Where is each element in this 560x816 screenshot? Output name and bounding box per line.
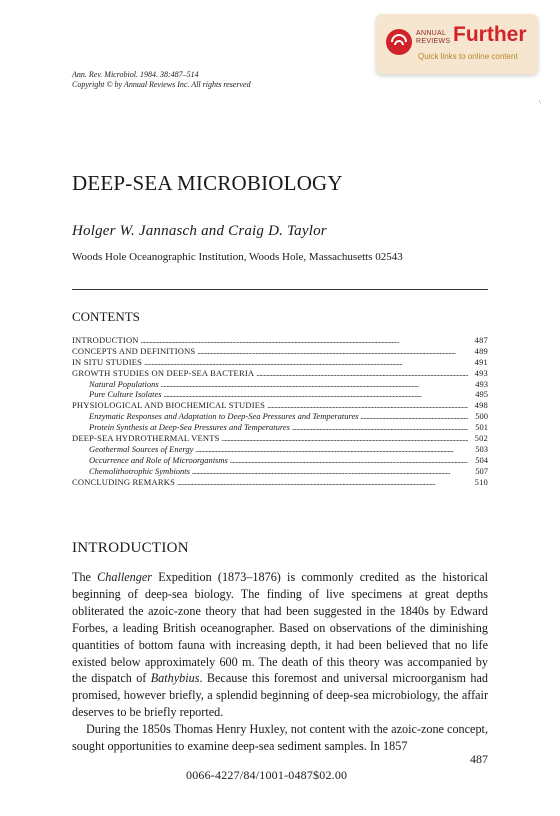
further-brand: Further <box>453 23 527 46</box>
journal-citation: Ann. Rev. Microbiol. 1984. 38:487–514 <box>72 70 199 79</box>
publisher-name: ANNUAL REVIEWS <box>416 30 451 45</box>
toc-entry-page: 507 <box>475 465 488 476</box>
toc-entry-page: 491 <box>474 356 488 367</box>
toc-entry-page: 510 <box>474 476 488 487</box>
paragraph: During the 1850s Thomas Henry Huxley, not content with the azoic-zone concept, sought opportunities to examine deep-sea sediment samples. In 1857 <box>72 722 488 754</box>
toc-entry-label: Geothermal Sources of Energy <box>89 443 194 454</box>
toc-entry-page: 498 <box>474 400 488 411</box>
toc-entry-page: 493 <box>475 378 488 389</box>
toc-leader-dots <box>177 477 468 488</box>
toc-entry-label: Protein Synthesis at Deep-Sea Pressures and Temperatures <box>89 422 290 433</box>
table-of-contents <box>72 335 488 487</box>
toc-entry-label: Natural Populations <box>89 378 159 389</box>
toc-subsection-entry[interactable] <box>72 411 488 422</box>
toc-entry-page: 493 <box>474 367 488 378</box>
introduction-heading: INTRODUCTION <box>72 540 189 556</box>
page-number: 487 <box>470 752 488 766</box>
toc-entry-label: CONCEPTS AND DEFINITIONS <box>72 345 196 356</box>
toc-entry-label: GROWTH STUDIES ON DEEP-SEA BACTERIA <box>72 367 255 378</box>
badge-tagline: Quick links to online content <box>418 52 518 61</box>
toc-leader-dots <box>164 389 468 400</box>
toc-entry-label: Chemolithotrophic Symbionts <box>89 465 190 476</box>
toc-leader-dots <box>195 444 468 455</box>
toc-subsection-entry[interactable] <box>72 455 488 466</box>
introduction-body <box>72 569 488 755</box>
annual-reviews-further-badge[interactable] <box>376 14 538 74</box>
toc-entry-label: PHYSIOLOGICAL AND BIOCHEMICAL STUDIES <box>72 400 266 411</box>
toc-section-entry[interactable] <box>72 346 488 357</box>
contents-divider <box>72 289 488 290</box>
toc-entry-page: 489 <box>474 345 488 356</box>
toc-subsection-entry[interactable] <box>72 389 488 400</box>
toc-leader-dots <box>144 357 468 368</box>
article-code: 0066-4227/84/1001-0487$02.00 <box>186 768 348 782</box>
toc-subsection-entry[interactable] <box>72 422 488 433</box>
toc-leader-dots <box>141 335 468 346</box>
toc-entry-label: Enzymatic Responses and Adaptation to Deep-Sea Pressures and Temperatures <box>89 411 359 422</box>
toc-leader-dots <box>192 466 468 477</box>
author-affiliation: Woods Hole Oceanographic Institution, Woods Hole, Massachusetts 02543 <box>72 251 403 263</box>
toc-entry-label: DEEP-SEA HYDROTHERMAL VENTS <box>72 433 220 444</box>
toc-entry-label: Pure Culture Isolates <box>89 389 162 400</box>
toc-entry-page: 502 <box>474 433 488 444</box>
toc-leader-dots <box>267 400 468 411</box>
toc-entry-label: Occurrence and Role of Microorganisms <box>89 454 228 465</box>
toc-entry-label: IN SITU STUDIES <box>72 356 143 367</box>
article-authors: Holger W. Jannasch and Craig D. Taylor <box>72 223 327 239</box>
toc-leader-dots <box>230 455 468 466</box>
article-title: DEEP-SEA MICROBIOLOGY <box>72 171 343 195</box>
toc-section-entry[interactable] <box>72 477 488 488</box>
toc-leader-dots <box>292 422 468 433</box>
contents-heading: CONTENTS <box>72 309 140 324</box>
toc-entry-page: 501 <box>475 422 488 433</box>
toc-subsection-entry[interactable] <box>72 466 488 477</box>
toc-section-entry[interactable] <box>72 400 488 411</box>
toc-leader-dots <box>161 379 468 390</box>
toc-entry-page: 504 <box>475 454 488 465</box>
toc-section-entry[interactable] <box>72 368 488 379</box>
toc-subsection-entry[interactable] <box>72 444 488 455</box>
toc-entry-page: 500 <box>475 411 488 422</box>
copyright-line: Copyright © by Annual Reviews Inc. All rights reserved <box>72 80 251 89</box>
toc-section-entry[interactable] <box>72 433 488 444</box>
toc-entry-label: INTRODUCTION <box>72 335 139 345</box>
toc-entry-page: 503 <box>475 443 488 454</box>
toc-entry-label: CONCLUDING REMARKS <box>72 476 176 487</box>
annual-reviews-logo-icon <box>386 29 412 55</box>
toc-section-entry[interactable] <box>72 335 488 346</box>
toc-leader-dots <box>222 433 468 444</box>
toc-entry-page: 495 <box>475 389 488 400</box>
toc-leader-dots <box>197 346 468 357</box>
paragraph: The Challenger Expedition (1873–1876) is commonly credited as the historical beginning of deep-sea biology. The finding of live specimens at great depths obliterated the azoic-zone theory that had been suggested in the 1840s by Edward Forbes, a leading British oceanographer. Based on observations of the diminishing quantities of bottom fauna with increasing depth, it had been believed that no life existed below approximately 600 m. The death of this theory was accompanied by the dispatch of Bathybius. Because this foremost and universal microorganism had promised, however briefly, a splendid beginning of deep-sea microbiology, the affair deserves to be briefly reported. <box>72 570 488 720</box>
stray-mark: \ <box>539 100 541 106</box>
toc-subsection-entry[interactable] <box>72 379 488 390</box>
toc-entry-page: 487 <box>474 335 488 345</box>
toc-section-entry[interactable] <box>72 357 488 368</box>
citation-block <box>72 70 251 90</box>
toc-leader-dots <box>361 411 468 422</box>
toc-leader-dots <box>256 368 468 379</box>
